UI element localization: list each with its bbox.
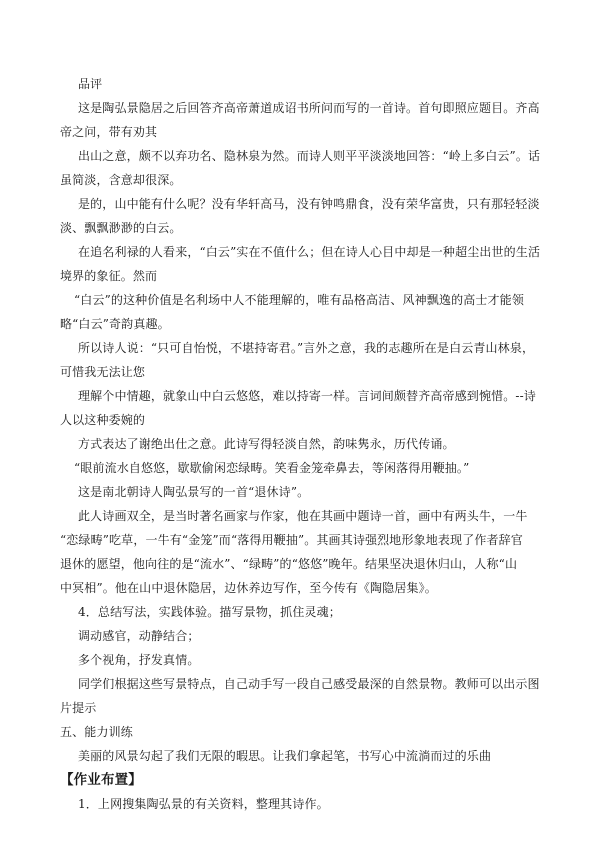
paragraph-line: 片提示: [60, 701, 97, 715]
paragraph-line: 帝之问，带有劝其: [60, 125, 158, 139]
paragraph-line: 境界的象征。然而: [60, 269, 158, 283]
paragraph-line: 同学们根据这些写景特点，自己动手写一段自己感受最深的自然景物。教师可以出示图: [78, 677, 540, 691]
paragraph-line: 所以诗人说：“只可自怡悦，不堪持寄君。”言外之意，我的志趣所在是白云青山林泉，: [78, 341, 535, 355]
paragraph-line: “白云”的这种价值是名利场中人不能理解的，唯有品格高洁、风神飘逸的高士才能领: [74, 293, 524, 307]
summary-point-line: 4．总结写法，实践体验。描写景物，抓住灵魂；: [78, 605, 341, 619]
paragraph-line: 虽简淡，含意却很深。: [60, 173, 182, 187]
paragraph-line: 美丽的风景勾起了我们无限的暇思。让我们拿起笔，书写心中流淌而过的乐曲: [78, 749, 492, 763]
paragraph-line: 理解个中情趣，就象山中白云悠悠，难以持寄一样。言词间颇替齐高帝感到惋惜。--诗: [78, 389, 536, 403]
paragraph-line: 中冥相”。他在山中退休隐居，边休养边写作，至今传有《陶隐居集》。: [60, 581, 437, 595]
paragraph-line: 略“白云”奇韵真趣。: [60, 317, 170, 331]
summary-point-line: 调动感官，动静结合；: [78, 629, 200, 643]
homework-item-1: 1．上网搜集陶弘景的有关资料，整理其诗作。: [78, 797, 329, 811]
poem-quote-line: “眼前流水自悠悠，歇歇偷闲恋绿畴。笑看金笼牵鼻去，等闲落得用鞭抽。”: [74, 461, 470, 475]
paragraph-line: 淡、飘飘渺渺的白云。: [60, 221, 182, 235]
paragraph-line: “恋绿畴”吃草，一牛有“金笼”而“落得用鞭抽”。其画其诗强烈地形象地表现了作者辞官: [60, 533, 523, 547]
paragraph-line: 这是南北朝诗人陶弘景写的一首“退休诗”。: [78, 485, 310, 499]
summary-point-line: 多个视角，抒发真情。: [78, 653, 200, 667]
paragraph-line: 是的，山中能有什么呢？没有华轩高马，没有钟鸣鼎食，没有荣华富贵，只有那轻轻淡: [78, 197, 540, 211]
section-heading-ability-training: 五、能力训练: [60, 725, 133, 739]
paragraph-line: 退休的愿望，他向往的是“流水”、“绿畴”的“悠悠”晚年。结果坚决退休归山，人称“山: [60, 557, 518, 571]
paragraph-line: 人以这种委婉的: [60, 413, 146, 427]
paragraph-line: 出山之意，颇不以弃功名、隐林泉为然。而诗人则平平淡淡地回答：“岭上多白云”。话: [78, 149, 541, 163]
paragraph-line: 方式表达了谢绝出仕之意。此诗写得轻淡自然，韵味隽永，历代传诵。: [78, 437, 455, 451]
paragraph-line: 此人诗画双全，是当时著名画家与作家，他在其画中题诗一首，画中有两头牛，一牛: [78, 509, 528, 523]
section-label-pingping: 品评: [78, 77, 103, 91]
paragraph-line: 可惜我无法让您: [60, 365, 146, 379]
paragraph-line: 这是陶弘景隐居之后回答齐高帝萧道成诏书所问而写的一首诗。首句即照应题目。齐高: [78, 101, 540, 115]
paragraph-line: 在追名利禄的人看来，“白云”实在不值什么；但在诗人心目中却是一种超尘出世的生活: [78, 245, 541, 259]
homework-heading: 【作业布置】: [60, 772, 142, 788]
